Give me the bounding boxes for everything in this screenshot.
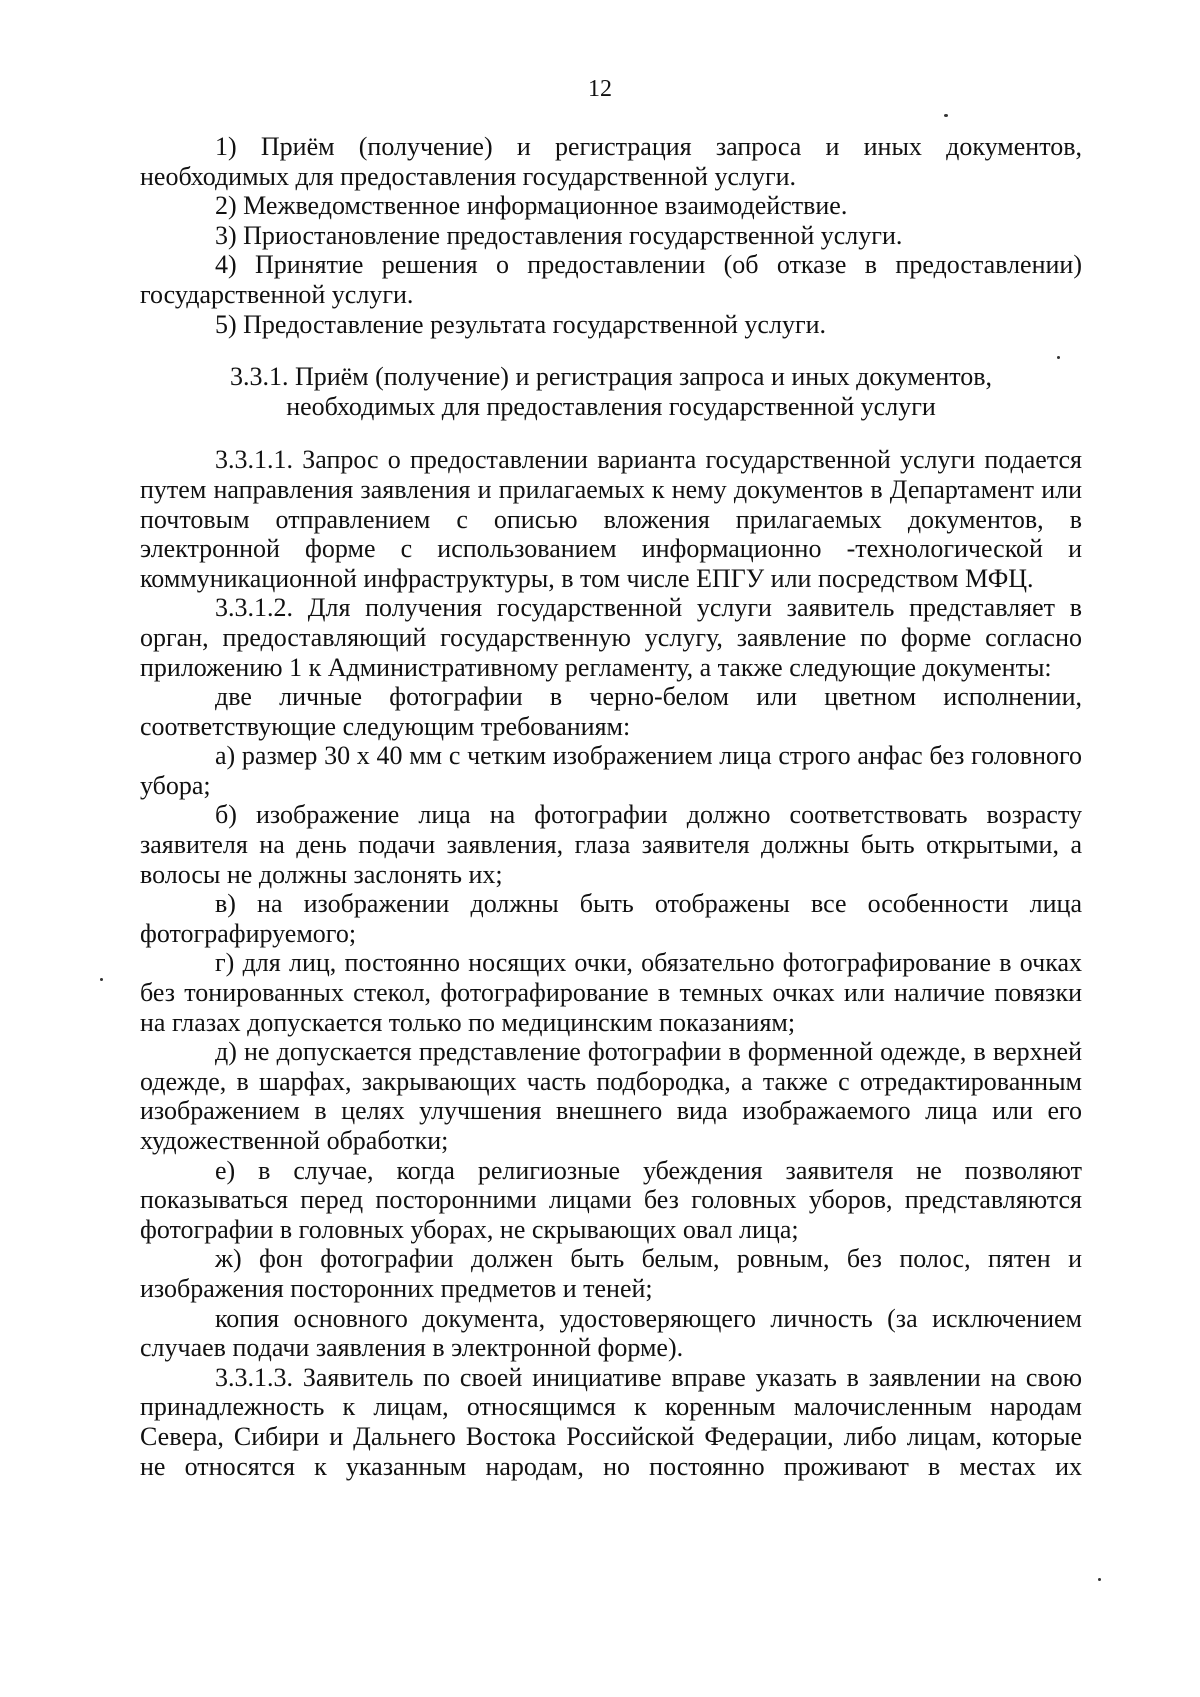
scan-speck xyxy=(1098,1578,1101,1581)
list-item-b: б) изображение лица на фотографии должно соответствовать возрасту заявителя на день подачи заявления, глаза заявителя должны быть открытыми, а волосы не должны заслонять их; xyxy=(140,800,1082,889)
scan-speck xyxy=(1057,356,1060,359)
list-item-g: г) для лиц, постоянно носящих очки, обязательно фотографирование в очках без тонированных стекол, фотографирование в темных очках или наличие повязки на глазах допускается только по медицинским показаниям; xyxy=(140,948,1082,1037)
paragraph-photos: две личные фотографии в черно-белом или цветном исполнении, соответствующие следующим требованиям: xyxy=(140,682,1082,741)
stage-item-3: 3) Приостановление предоставления государственной услуги. xyxy=(215,220,903,250)
scan-speck xyxy=(100,978,103,981)
scan-speck xyxy=(944,114,948,117)
paragraph-3-3-1-1: 3.3.1.1. Запрос о предоставлении варианта государственной услуги подается путем направления заявления и прилагаемых к нему документов в Департамент или почтовым отправлением с описью вложения прилагаемых документов, в электронной форме с использованием информационно -технологической и коммуникационной инфраструктуры, в том числе ЕПГУ или посредством МФЦ. xyxy=(140,445,1082,593)
stage-item-1: 1) Приём (получение) и регистрация запроса и иных документов, необходимых для предоставления государственной услуги. xyxy=(140,132,1082,191)
section-heading xyxy=(140,362,1082,421)
list-item-a: а) размер 30 х 40 мм с четким изображением лица строго анфас без головного убора; xyxy=(140,741,1082,800)
list-item-e: е) в случае, когда религиозные убеждения заявителя не позволяют показываться перед посторонними лицами без головных уборов, представляются фотографии в головных уборах, не скрывающих овал лица; xyxy=(140,1155,1082,1244)
list-item-v: в) на изображении должны быть отображены все особенности лица фотографируемого; xyxy=(140,889,1082,948)
stage-item-5: 5) Предоставление результата государственной услуги. xyxy=(215,309,827,339)
section-heading-line-2: необходимых для предоставления государственной услуги xyxy=(286,391,936,421)
paragraph-id-copy: копия основного документа, удостоверяющего личность (за исключением случаев подачи заявления в электронной форме). xyxy=(140,1303,1082,1363)
document-body xyxy=(140,132,1082,1481)
paragraph-3-3-1-2: 3.3.1.2. Для получения государственной услуги заявитель представляет в орган, предоставляющий государственную услугу, заявление по форме согласно приложению 1 к Административному регламенту, а также следующие документы: xyxy=(140,593,1082,682)
section-heading-line-1: 3.3.1. Приём (получение) и регистрация запроса и иных документов, xyxy=(229,362,993,392)
stage-item-4: 4) Принятие решения о предоставлении (об отказе в предоставлении) государственной услуги. xyxy=(140,250,1082,309)
stage-item-2: 2) Межведомственное информационное взаимодействие. xyxy=(215,191,848,221)
paragraph-3-3-1-3: 3.3.1.3. Заявитель по своей инициативе вправе указать в заявлении на свою принадлежность к лицам, относящимся к коренным малочисленным народам Севера, Сибири и Дальнего Востока Российской Федерации, либо лицам, которые не относятся к указанным народам, но постоянно проживают в местах их xyxy=(140,1362,1082,1481)
list-item-d: д) не допускается представление фотографии в форменной одежде, в верхней одежде, в шарфах, закрывающих часть подбородка, а также с отредактированным изображением в целях улучшения внешнего вида изображаемого лица или его художественной обработки; xyxy=(140,1037,1082,1155)
page-number: 12 xyxy=(588,76,612,102)
list-item-zh: ж) фон фотографии должен быть белым, ровным, без полос, пятен и изображения посторонних предметов и теней; xyxy=(140,1244,1082,1303)
